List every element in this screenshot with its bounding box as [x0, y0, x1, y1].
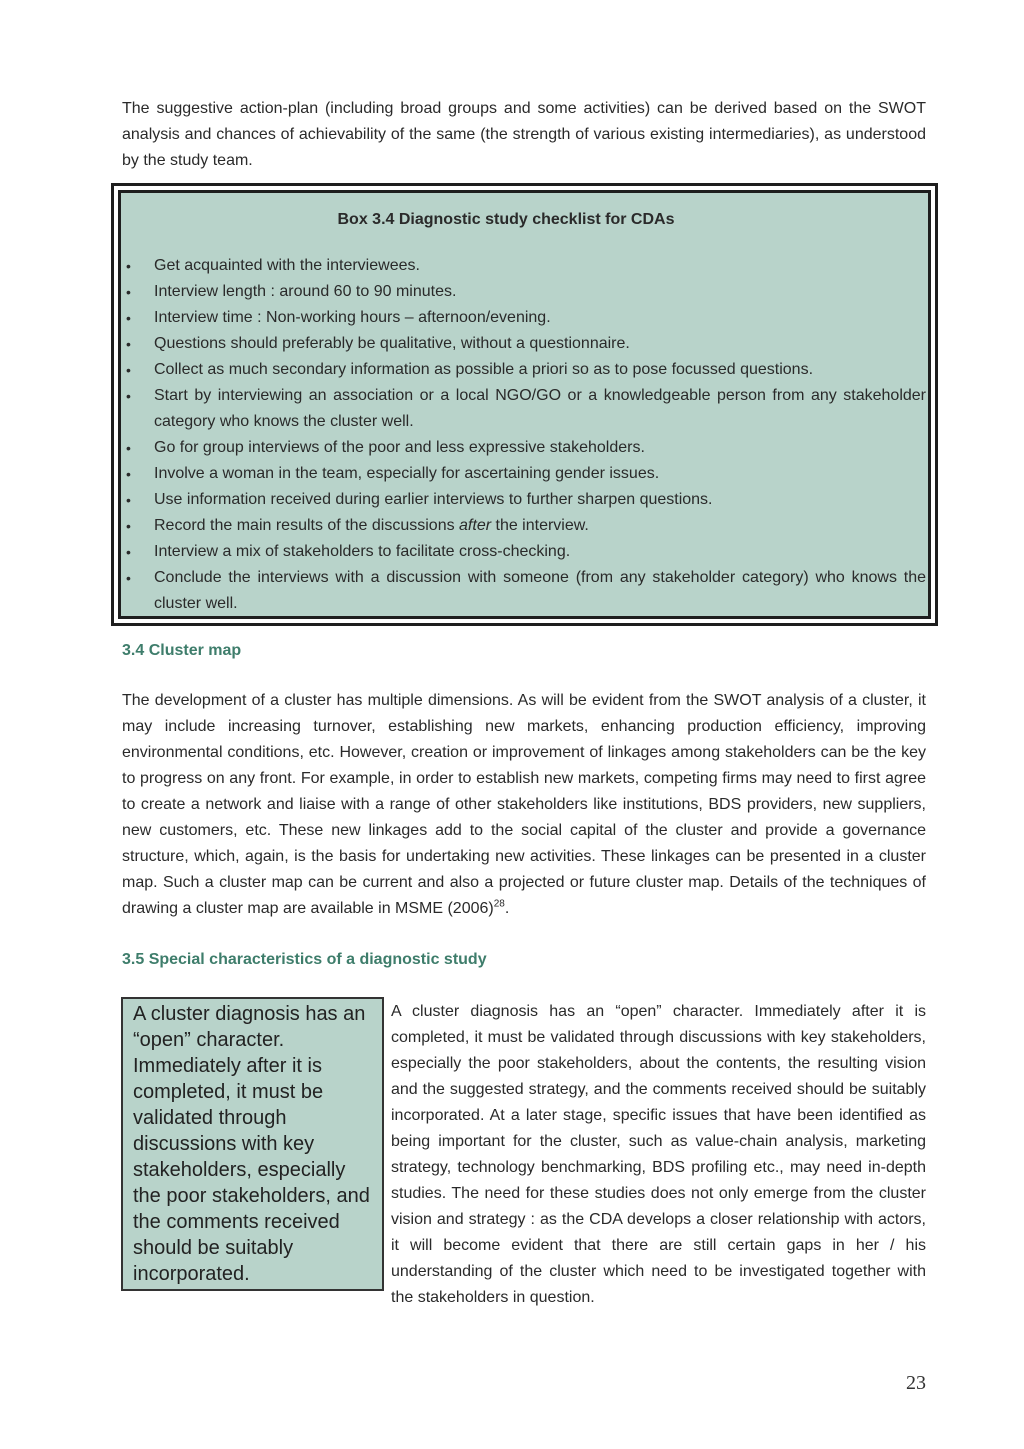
page-number: 23 [906, 1372, 926, 1394]
special-characteristics-paragraph: A cluster diagnosis has an “open” character. Immediately after it is completed, it must be validated through discussions with key stakeholders, especially the poor stakeholders, about the contents, the resulting vision and the suggested strategy, and the comments received should be suitably incorporated. At a later stage, specific issues that have been identified as being important for the cluster, such as value-chain analysis, marketing strategy, technology benchmarking, BDS profiling etc., may need in-depth studies. The need for these studies does not only emerge from the cluster vision and strategy : as the CDA develops a closer relationship with actors, it will become evident that there are still certain gaps in her / his understanding of the cluster which need to be investigated together with the stakeholders in question. [391, 1003, 926, 1306]
cluster-map-paragraph: The development of a cluster has multiple dimensions. As will be evident from the SWOT analysis of a cluster, it may include increasing turnover, establishing new markets, enhancing production efficiency, improving environmental conditions, etc. However, creation or improvement of linkages among stakeholders can be the key to progress on any front. For example, in order to establish new markets, competing firms may need to first agree to create a network and liaise with a range of other stakeholders like institutions, BDS providers, new suppliers, new customers, etc. These new linkages add to the social capital of the cluster and provide a governance structure, which, again, is the basis for undertaking new activities. These linkages can be presented in a cluster map. Such a cluster map can be current and also a projected or future cluster map. Details of the techniques of drawing a cluster map are available in MSME $(2006)^{28}$. [122, 692, 926, 917]
bullet-icon: • [126, 362, 131, 378]
bullet-icon: • [126, 440, 131, 456]
emphasis-text: after [459, 517, 492, 534]
intro-paragraph: The suggestive action-plan (including broad groups and some activities) can be derived based on the SWOT analysis and chances of achievability of the same (the strength of various existing intermediaries), as understood by the study team. [122, 100, 926, 169]
bullet-icon: • [126, 518, 131, 534]
checklist-item: • Interview a mix of stakeholders to facilitate cross-checking. [121, 539, 928, 565]
checklist-item: • Get acquainted with the interviewees. [121, 253, 928, 279]
checklist-item: • Use information received during earlier interviews to further sharpen questions. [121, 487, 928, 513]
section-heading-cluster-map: 3.4 Cluster map [122, 642, 242, 659]
footnote-marker: 28 [493, 898, 505, 910]
checklist-box-inner [118, 190, 931, 619]
bullet-icon: • [126, 258, 131, 274]
checklist-item: • Record the main results of the discussions after the interview. [121, 513, 928, 539]
pull-quote-box: A cluster diagnosis has an “open” character. Immediately after it is completed, it must be validated through discussions with key stakeholders, especially the poor stakeholders, and the comments received should be suitably incorporated. [121, 997, 384, 1291]
bullet-icon: • [126, 336, 131, 352]
checklist-box [111, 183, 938, 626]
checklist-item: • Collect as much secondary information as possible a priori so as to pose focussed questions. [121, 357, 928, 383]
bullet-icon: • [126, 492, 131, 508]
checklist-item: • Questions should preferably be qualitative, without a questionnaire. [121, 331, 928, 357]
box-title: Box 3.4 Diagnostic study checklist for CDAs [337, 211, 675, 228]
section-heading-special-characteristics: 3.5 Special characteristics of a diagnostic study [122, 951, 487, 968]
bullet-icon: • [126, 544, 131, 560]
checklist-item: • Go for group interviews of the poor and less expressive stakeholders. [121, 435, 928, 461]
checklist-item: • Involve a woman in the team, especially for ascertaining gender issues. [121, 461, 928, 487]
checklist-item: • Interview time : Non-working hours – afternoon/evening. [121, 305, 928, 331]
checklist-item: • Start by interviewing an association or a local NGO/GO or a knowledgeable person from any stakeholder category who knows the cluster well. [121, 383, 928, 435]
bullet-icon: • [126, 570, 131, 586]
bullet-icon: • [126, 310, 131, 326]
bullet-icon: • [126, 284, 131, 300]
bullet-icon: • [126, 388, 131, 404]
bullet-icon: • [126, 466, 131, 482]
checklist-item: • Interview length : around 60 to 90 minutes. [121, 279, 928, 305]
checklist-item: • Conclude the interviews with a discussion with someone (from any stakeholder category) who knows the cluster well. [121, 565, 928, 617]
checklist [121, 253, 928, 617]
